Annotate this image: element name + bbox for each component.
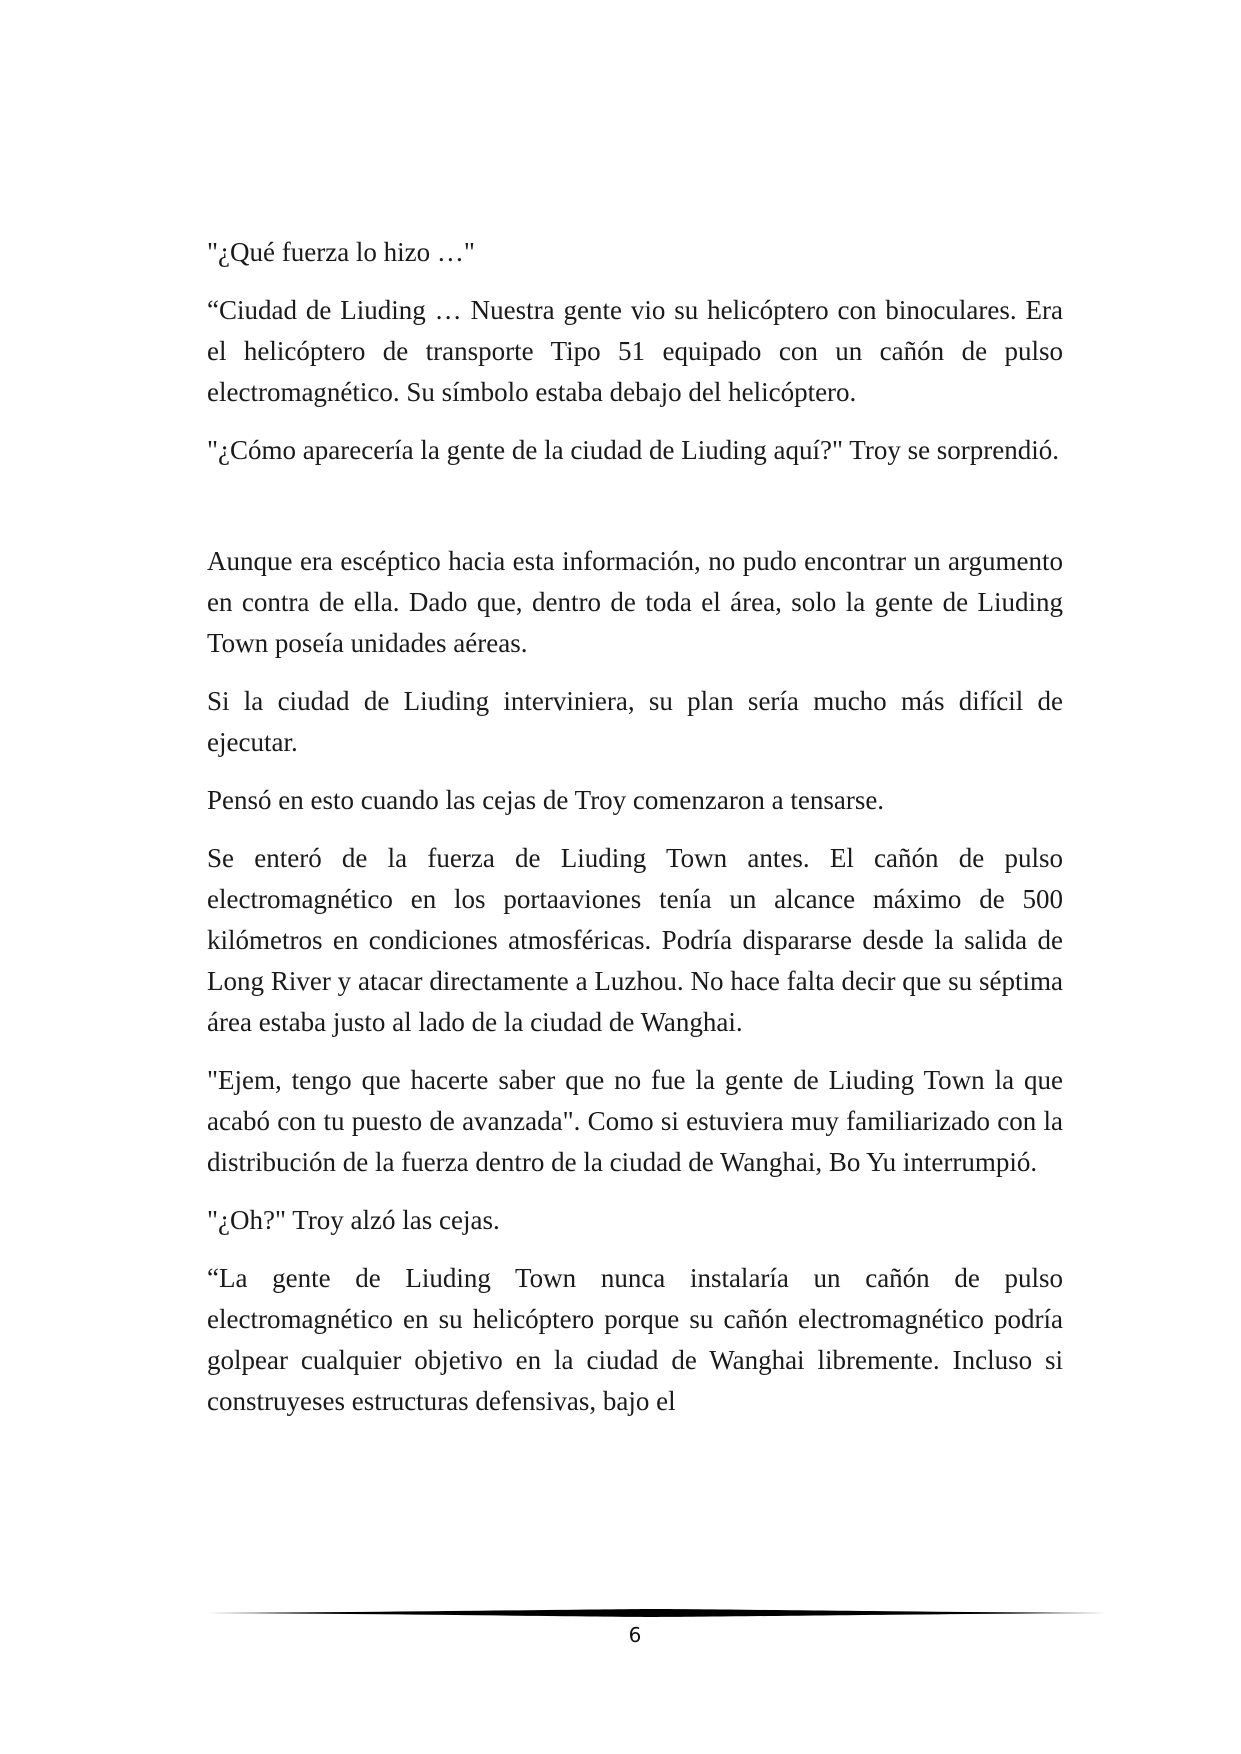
paragraph-8: "Ejem, tengo que hacerte saber que no fue la gente de Liuding Town la que acabó con tu puesto de avanzada". Como si estuviera muy familiarizado con la distribución de la fuerza dentro de la ciudad de Wanghai, Bo Yu interrumpió. [207, 1065, 1063, 1177]
paragraph-6: Pensó en esto cuando las cejas de Troy comenzaron a tensarse. [207, 785, 885, 815]
paragraph-3: "¿Cómo aparecería la gente de la ciudad de Liuding aquí?" Troy se sorprendió. [207, 435, 1060, 465]
page-number: 6 [628, 1623, 642, 1647]
paragraph-4: Aunque era escéptico hacia esta información, no pudo encontrar un argumento en contra de ella. Dado que, dentro de toda el área, solo la gente de Liuding Town poseía unidades aéreas. [207, 546, 1063, 658]
paragraph-2: “Ciudad de Liuding … Nuestra gente vio su helicóptero con binoculares. Era el helicóptero de transporte Tipo 51 equipado con un cañón de pulso electromagnético. Su símbolo estaba debajo del helicóptero. [207, 295, 1063, 407]
paragraph-5: Si la ciudad de Liuding interviniera, su plan sería mucho más difícil de ejecutar. [207, 686, 1063, 757]
paragraph-9: "¿Oh?" Troy alzó las cejas. [207, 1205, 500, 1235]
body-text [207, 232, 1063, 1439]
paragraph-1: "¿Qué fuerza lo hizo …" [207, 237, 475, 267]
paragraph-10: “La gente de Liuding Town nunca instalaría un cañón de pulso electromagnético en su helicóptero porque su cañón electromagnético podría golpear cualquier objetivo en la ciudad de Wanghai libremente. Incluso si construyeses estructuras defensivas, bajo el [207, 1263, 1063, 1416]
footer-divider [207, 1606, 1107, 1620]
paragraph-7: Se enteró de la fuerza de Liuding Town antes. El cañón de pulso electromagnético en los portaaviones tenía un alcance máximo de 500 kilómetros en condiciones atmosféricas. Podría dispararse desde la salida de Long River y atacar directamente a Luzhou. No hace falta decir que su séptima área estaba justo al lado de la ciudad de Wanghai. [207, 843, 1063, 1037]
